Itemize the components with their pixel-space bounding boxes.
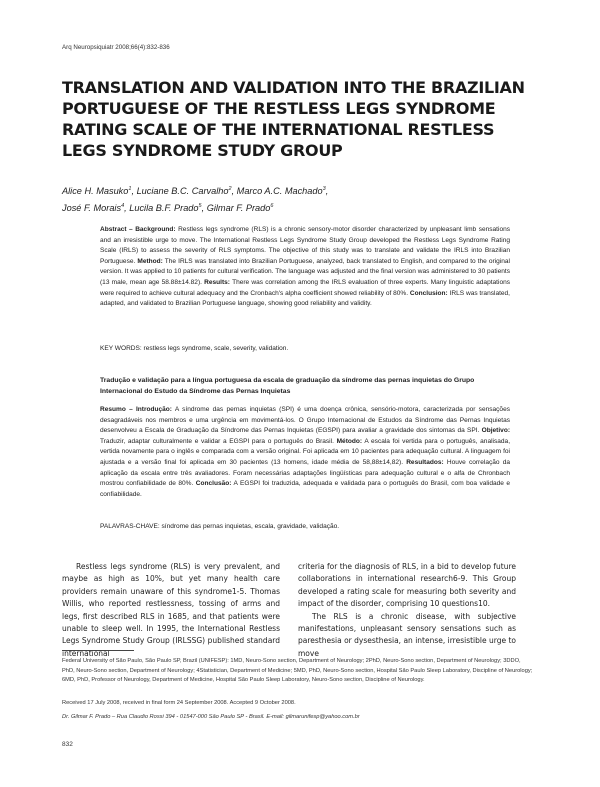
author-name: Lucila B.F. Prado <box>129 203 199 214</box>
affiliation-text: Federal University of São Paulo, São Paulo SP, Brazil (UNIFESP): 1MD, Neuro-Sono section, Department of Neurology; 2PhD, Neuro-Sono section, Department of Neurology; 3DDO, PhD, Neuro-Sono section, Department of Neurology; 4Statistician, Department of Medicine; 5MD, PhD, Neuro-Sono section, Hospital São Paulo Sleep Laboratory, Discipline of Neurology; 6MD, PhD, Professor of Neurology, Department of Medicine, Hospital São Paulo Sleep Laboratory, Neuro-Sono section, Discipline of Neurology. <box>62 658 533 683</box>
resumo-method: A escala foi vertida para o português, analisada, vertida novamente para o inglês e comparada com a versão original. Foi aplicada em 10 pacientes para adequação cultural. A linguagem foi ajustada e a versão final foi aplicada em 30 pacientes (13 homens, idade média de 58,88±14,82). <box>100 437 511 466</box>
article-title: TRANSLATION AND VALIDATION INTO THE BRAZILIAN PORTUGUESE OF THE RESTLESS LEGS SYNDROME RATING SCALE OF THE INTERNATIONAL RESTLESS LEGS SYNDROME STUDY GROUP <box>62 78 525 160</box>
resumo-conclusion: A EGSPI foi traduzida, adequada e validada para o português do Brasil, com boa validade e confiabilidade. <box>100 480 510 498</box>
author-affiliation-mark: 2 <box>228 186 232 192</box>
body-paragraph: criteria for the diagnosis of RLS, in a bid to develop future collaborations in international research6-9. This Group developed a rating scale for measuring both severity and impact of the disorder, comprising 10 questions10. <box>298 562 516 609</box>
results-label: Results: <box>204 278 230 286</box>
author-name: Luciane B.C. Carvalho <box>136 186 229 197</box>
affiliation-footnote <box>62 657 534 686</box>
keywords-english <box>100 344 510 355</box>
abstract-label: Abstract – Background: <box>100 226 176 233</box>
body-paragraph: The RLS is a chronic disease, with subjective manifestations, unpleasant sensory sensations such as paresthesia or dysesthesia, an intense, irresistible urge to move <box>298 611 516 658</box>
abstract-method: The IRLS was translated into Brazilian Portuguese, analyzed, back translated to English, and compared to the original version. It was applied to 10 patients for cultural verification. The language was adjusted and the final version was administered to 30 patients (13 male, mean age 58.88±14.82). <box>100 257 510 286</box>
author-affiliation-mark: 5 <box>198 203 202 210</box>
author-affiliation-mark: 6 <box>270 203 274 210</box>
abstract-results: There was correlation among the IRLS evaluation of three experts. Many linguistic adaptations were required to achieve cultural adequacy and the Cronbach's alpha coefficient showed reliability of 80%. <box>100 278 510 297</box>
author-affiliation-mark: 3 <box>322 186 326 192</box>
abstract-background: Restless legs syndrome (RLS) is a chronic sensory-motor disorder characterized by unpleasant limb sensations and an irresistible urge to move. The International Restless Legs Syndrome Study Group developed the Restless Legs Syndrome Rating Scale (IRLS) to assess the severity of RLS symptoms. The objective of this study was to translate and validate the IRLS into Brazilian Portuguese. <box>100 226 510 265</box>
abstract-portuguese <box>100 405 510 500</box>
resultados-label: Resultados: <box>406 458 444 466</box>
body-column-left <box>62 561 280 660</box>
resumo-results: Houve correlação da aplicação da escala entre três avaliadores. Foram necessárias adaptações lingüísticas para adequação cultural e o alfa de Chronbach mostrou confiabilidade de 80%. <box>100 458 510 488</box>
resumo-label: Resumo – Introdução: <box>100 406 172 413</box>
portuguese-title: Tradução e validação para a língua portuguesa da escala de graduação da síndrome das pernas inquietas do Grupo Internacional do Estudo da Síndrome das Pernas Inquietas <box>100 377 475 395</box>
author-name: José F. Morais <box>62 203 122 214</box>
author-name: Marco A.C. Machado <box>236 186 323 197</box>
abstract-conclusion: IRLS was translated, adapted, and validated to Brazilian Portuguese language, showing good reliability and validity. <box>100 289 511 308</box>
footnote-divider <box>62 650 134 651</box>
conclusion-label: Conclusion: <box>409 289 448 297</box>
body-column-right <box>298 561 516 660</box>
metodo-label: Método: <box>336 437 363 445</box>
correspondence-address: Dr. Gilmar F. Prado – Rua Claudio Rossi 394 - 01547-000 São Paulo SP - Brasil. E-mail: gilmarunifesp@yahoo.com.br <box>62 714 360 720</box>
abstract-english <box>100 225 510 310</box>
keywords-portuguese <box>100 522 510 533</box>
author-name: Gilmar F. Prado <box>206 203 271 214</box>
journal-reference: Arq Neuropsiquiatr 2008;66(4):832-836 <box>62 44 170 51</box>
resumo-objective: Traduzir, adaptar culturalmente e validar a EGSPI para o português do Brasil. <box>100 437 334 445</box>
abstract-portuguese-text <box>100 405 510 500</box>
author-name: Alice H. Masuko <box>62 186 129 197</box>
author-list: Alice H. Masuko$^1$, Luciane B.C. Carvalho$^2$, Marco A.C. Machado$^3$, José F. Morais$^4$, Lucila B.F. Prado$^5$, Gilmar F. Prado$^6$ <box>62 186 329 214</box>
page-number: 832 <box>62 741 73 748</box>
author-affiliation-mark: 4 <box>121 203 125 210</box>
abstract-english-text <box>100 225 510 310</box>
conclusao-label: Conclusão: <box>195 480 232 488</box>
objetivo-label: Objetivo: <box>481 427 510 435</box>
received-dates: Received 17 July 2008, received in final form 24 September 2008. Accepted 9 October 2008. <box>62 700 296 706</box>
keywords-portuguese-text: PALAVRAS-CHAVE: síndrome das pernas inquietas, escala, gravidade, validação. <box>100 523 340 530</box>
method-label: Method: <box>137 257 163 265</box>
body-paragraph: Restless legs syndrome (RLS) is very prevalent, and maybe as high as 10%, but yet many health care providers remain unaware of this syndrome1-5. Thomas Willis, who reported restlessness, tossing of arms and legs, first described RLS in 1685, and that patients were unable to sleep well. In 1995, the International Restless Legs Syndrome Study Group (IRLSSG) published standard international <box>62 562 280 658</box>
author-affiliation-mark: 1 <box>128 186 132 192</box>
keywords-english-text: KEY WORDS: restless legs syndrome, scale, severity, validation. <box>100 345 289 352</box>
resumo-intro: A síndrome das pernas inquietas (SPI) é uma doença crônica, sensório-motora, caracterizada por sensações desagradáveis nos membros e uma urgência em movimentá-los. O Grupo Internacional de Estudos da Síndrome das Pernas Inquietas desenvolveu a Escala de Graduação da Síndrome das Pernas Inquietas (EGSPI) para avaliar a gravidade dos sintomas da SPI. <box>100 406 510 435</box>
